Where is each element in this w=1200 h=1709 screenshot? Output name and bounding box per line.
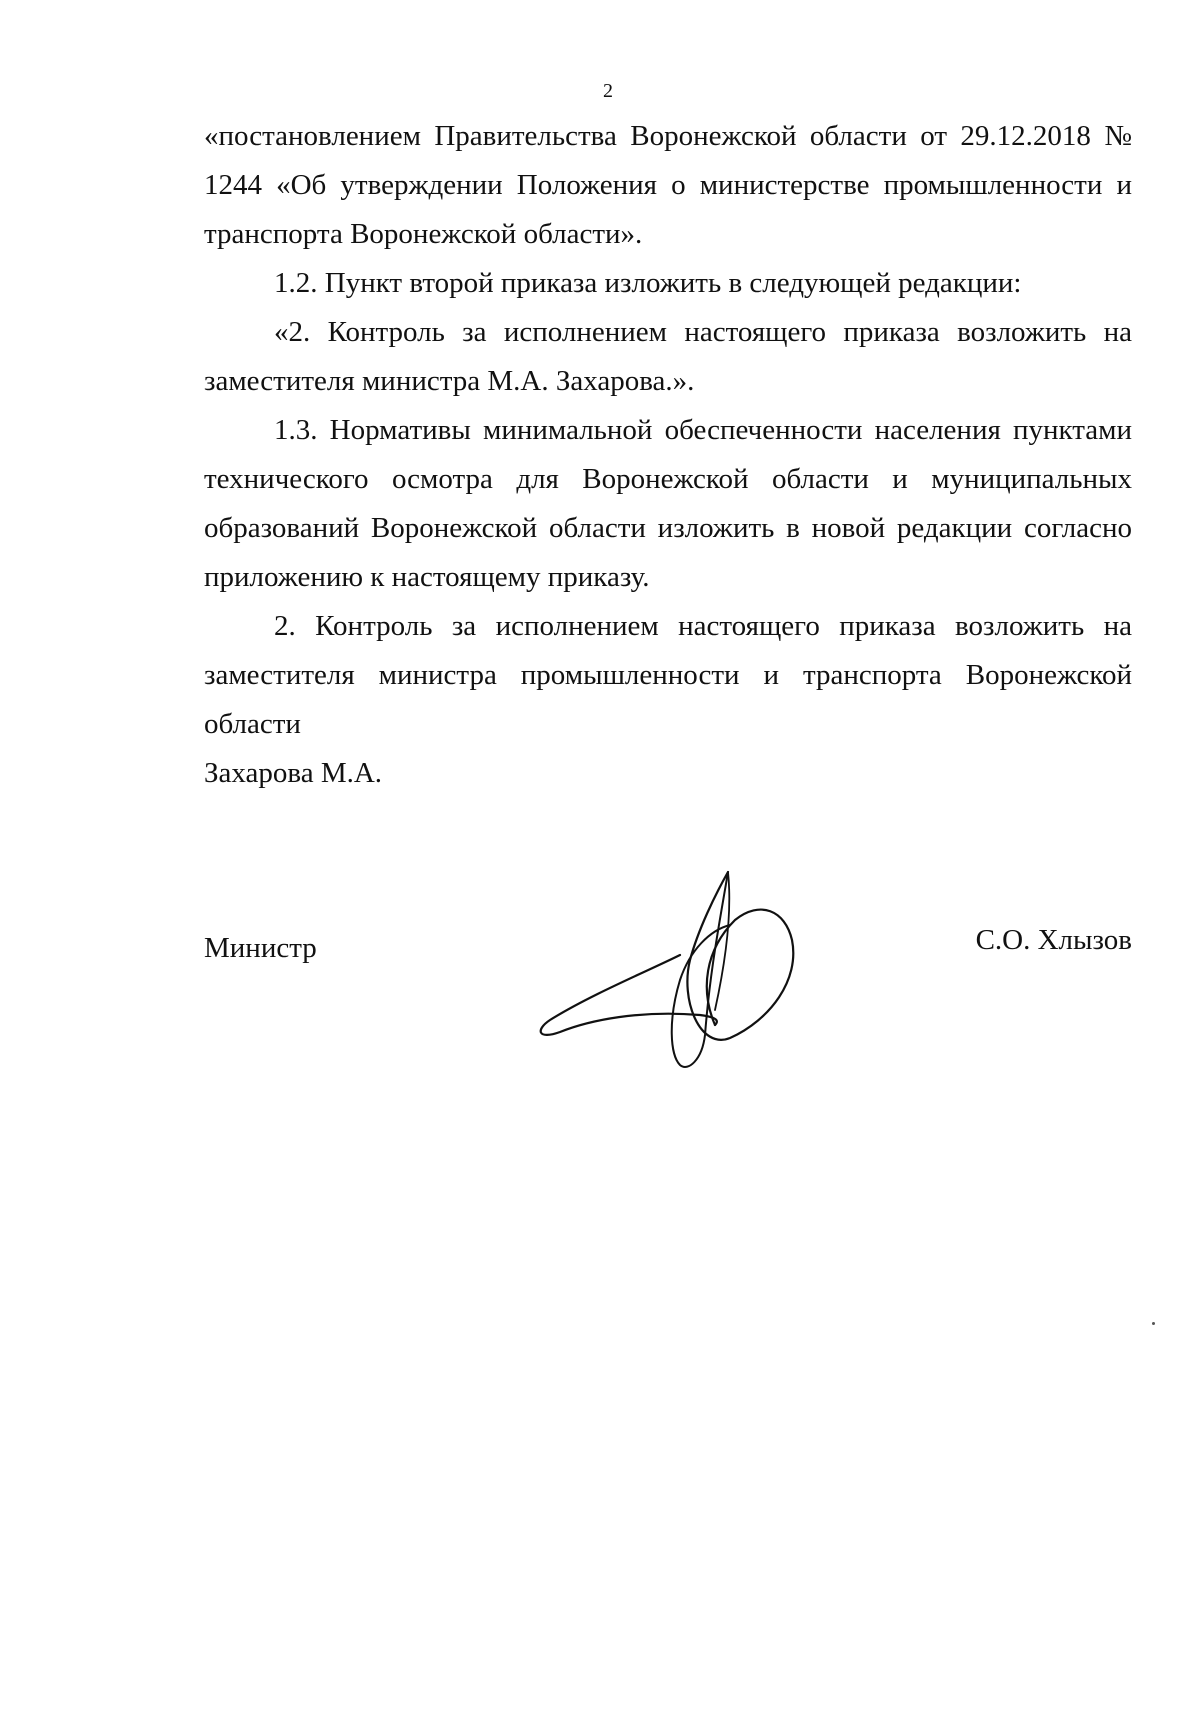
text-line: 1.3. Нормативы минимальной обеспеченности населения пунктами: [274, 414, 1132, 446]
text-line: заместителя министра М.А. Захарова.».: [204, 365, 695, 397]
paragraph-2-control: [204, 602, 1132, 798]
text-line: «2. Контроль за исполнением настоящего приказа возложить на: [274, 316, 1132, 348]
text-line: транспорта Воронежской области».: [204, 218, 643, 250]
signatory-role: Министр: [204, 932, 317, 964]
text-line: образований Воронежской области изложить в новой редакции согласно: [204, 512, 1132, 544]
paragraph-1-2: [204, 259, 1132, 308]
document-body: [204, 112, 1132, 798]
text-line: заместителя министра промышленности и транспорта Воронежской области: [204, 659, 1132, 740]
paragraph-1-3: [204, 406, 1132, 602]
signatory-name: С.О. Хлызов: [975, 924, 1132, 956]
paragraph-quoted-item-2: [204, 308, 1132, 406]
text-line: технического осмотра для Воронежской области и муниципальных: [204, 463, 1132, 495]
paragraph-decree-reference: [204, 112, 1132, 259]
text-line: «постановлением Правительства Воронежской области от 29.12.2018 №: [204, 120, 1132, 152]
text-line: 2. Контроль за исполнением настоящего приказа возложить на: [274, 610, 1132, 642]
handwritten-signature: [530, 860, 830, 1070]
scan-speck: [1152, 1322, 1155, 1325]
page-number: 2: [603, 80, 613, 102]
text-line: 1.2. Пункт второй приказа изложить в следующей редакции:: [274, 267, 1022, 299]
text-line: Захарова М.А.: [204, 757, 383, 789]
text-line: приложению к настоящему приказу.: [204, 561, 650, 593]
text-line: 1244 «Об утверждении Положения о министерстве промышленности и: [204, 169, 1132, 201]
